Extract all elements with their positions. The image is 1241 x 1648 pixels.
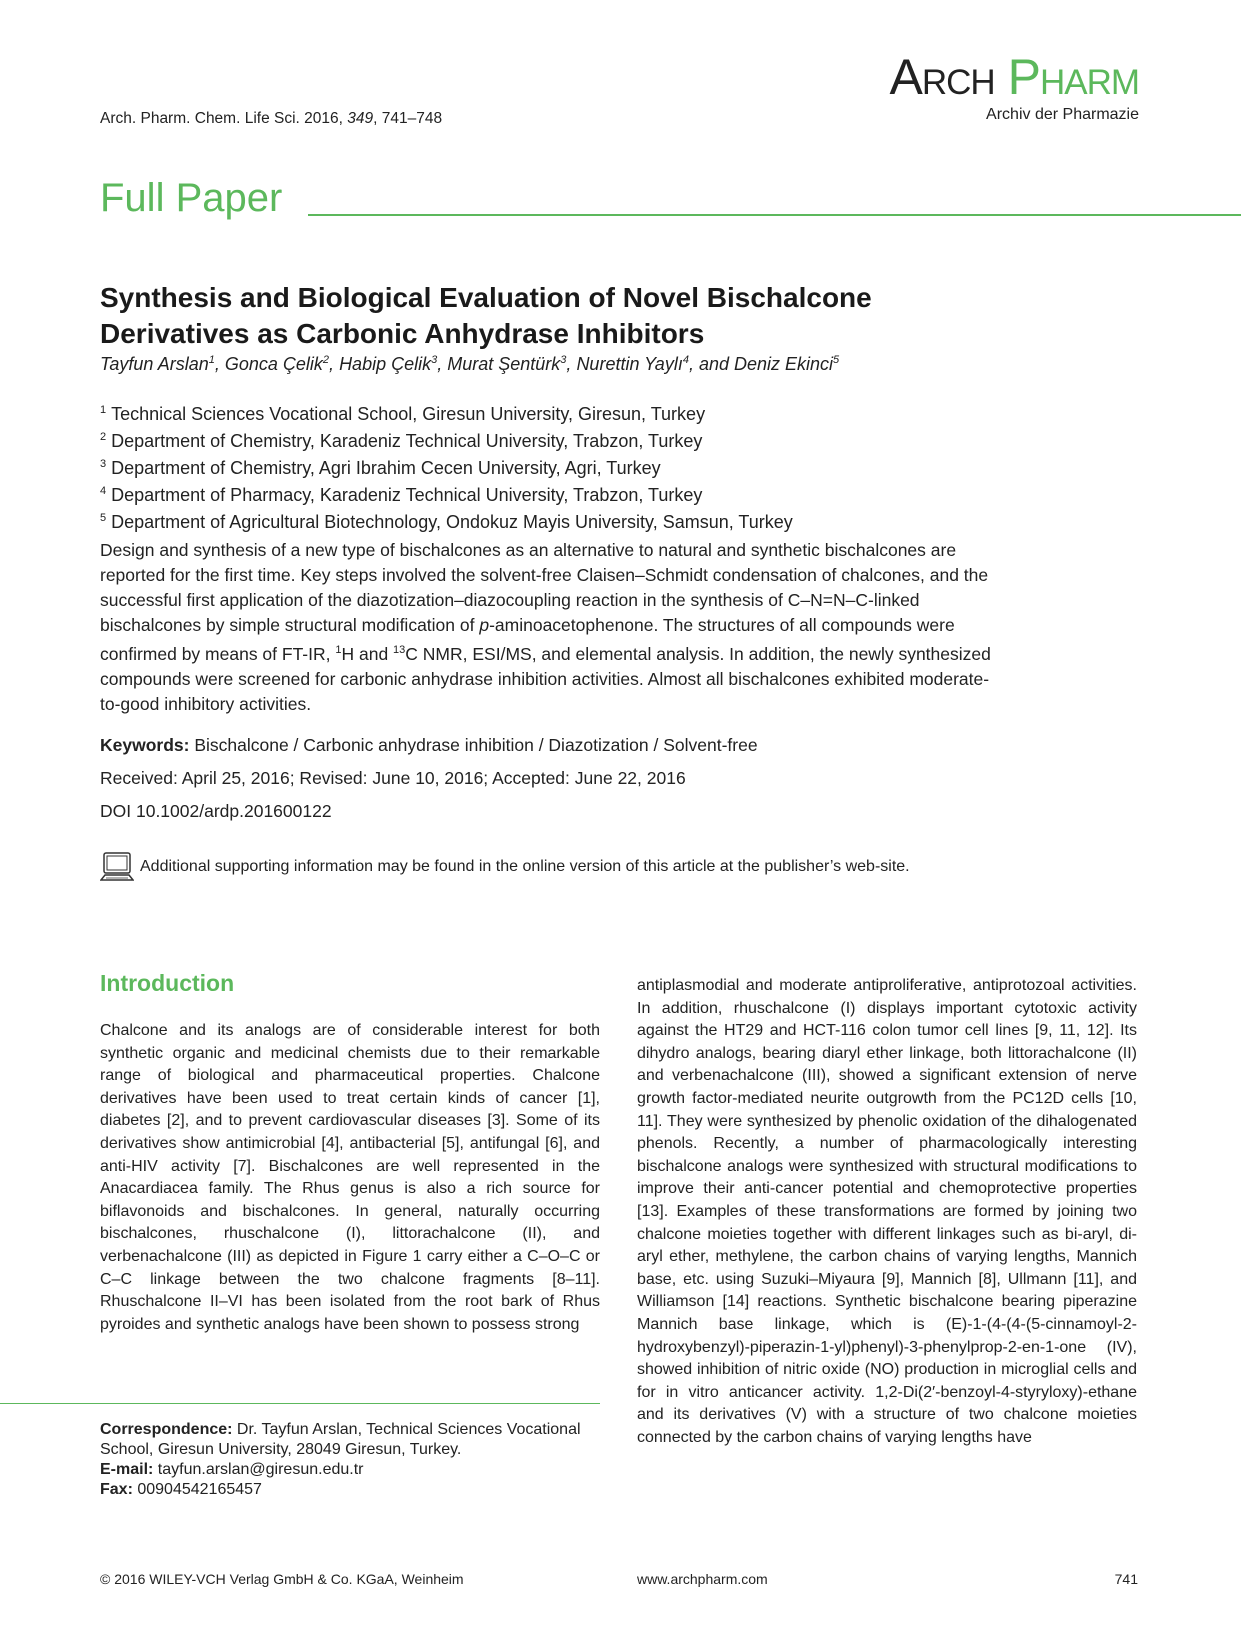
logo-pharm: Pharm bbox=[1007, 49, 1139, 105]
title-line-1: Synthesis and Biological Evaluation of Novel Bischalcone bbox=[100, 282, 872, 313]
keywords bbox=[100, 735, 758, 756]
article-type-rule bbox=[308, 214, 1241, 216]
author: Tayfun Arslan$^1$ bbox=[100, 354, 215, 374]
journal-volume: 349 bbox=[347, 110, 374, 127]
doi[interactable]: DOI 10.1002/ardp.201600122 bbox=[100, 801, 332, 821]
author: Murat Şentürk$^3$ bbox=[447, 354, 567, 374]
article-dates: Received: April 25, 2016; Revised: June 10, 2016; Accepted: June 22, 2016 bbox=[100, 768, 686, 788]
keywords-label: Keywords: bbox=[100, 735, 190, 755]
affiliation: $^4$ Department of Pharmacy, Karadeniz Technical University, Trabzon, Turkey bbox=[100, 485, 703, 505]
intro-column-right: antiplasmodial and moderate antiproliferative, antiprotozoal activities. In addition, rhuschalcone (I) displays important cytotoxic activity against the HT29 and HCT-116 colon tumor cell lines [9, 11, 12]. Its dihydro analogs, bearing diaryl ether linkage, both littorachalcone (II) and verbenachalcone (III), showed a significant extension of nerve growth factor-mediated neurite outgrowth from the PC12D cells [10, 11]. They were synthesized by phenolic oxidation of the dihalogenated phenols. Recently, a number of pharmacologically interesting bischalcone analogs were synthesized with structural modifications to improve their anti-cancer potential and chemoprotective properties [13]. Examples of these transformations are formed by joining two chalcone moieties together with different linkages such as bi-aryl, di-aryl ether, methylene, the carbon chains of varying lengths, Mannich base, etc. using Suzuki–Miyaura [9], Mannich [8], Ullmann [11], and Williamson [14] reactions. Synthetic bischalcone bearing piperazine Mannich base linkage, which is (E)-1-(4-(4-(5-cinnamoyl-2-hydroxybenzyl)-piperazin-1-yl)phenyl)-3-phenylprop-2-en-1-one (IV), showed inhibition of nitric oxide (NO) production in microglial cells and for in vitro anticancer activity. 1,2-Di(2′-benzoyl-4-styryloxy)-ethane and its derivatives (V) with a structure of two chalcone moieties connected by the carbon chains of varying lengths have bbox=[637, 977, 1137, 1446]
author: Habip Çelik$^3$ bbox=[339, 354, 438, 374]
footer-copyright: © 2016 WILEY-VCH Verlag GmbH & Co. KGaA, Weinheim bbox=[100, 1571, 464, 1587]
correspondence-block: Correspondence: Dr. Tayfun Arslan, Technical Sciences Vocational School, Giresun University, 28049 Giresun, Turkey. E-mail: tayfun.arslan@giresun.edu.tr Fax: 00904542165457 bbox=[100, 1421, 581, 1498]
journal-citation bbox=[100, 110, 442, 128]
author: Nurettin Yaylı$^4$ bbox=[576, 354, 689, 374]
email-link[interactable]: tayfun.arslan@giresun.edu.tr bbox=[153, 1461, 364, 1478]
author-list: Tayfun Arslan$^1$, Gonca Çelik$^2$, Habip Çelik$^3$, Murat Şentürk$^3$, Nurettin Yaylı$^4$, and Deniz Ekinci$^5$ bbox=[100, 354, 840, 374]
abstract: Design and synthesis of a new type of bischalcones as an alternative to natural and synthetic bischalcones are reported for the first time. Key steps involved the solvent-free Claisen–Schmidt condensation of chalcones, and the successful first application of the diazotization–diazocoupling reaction in the synthesis of C–N=N–C-linked bischalcones by simple structural modification of p-aminoacetophenone. The structures of all compounds were confirmed by means of FT-IR, $^1$H and $^{13}$C NMR, ESI/MS, and elemental analysis. In addition, the newly synthesized compounds were screened for carbonic anhydrase inhibition activities. Almost all bischalcones exhibited moderate-to-good inhibitory activities. bbox=[100, 540, 991, 714]
affiliation: $^3$ Department of Chemistry, Agri Ibrahim Cecen University, Agri, Turkey bbox=[100, 458, 661, 478]
supporting-info-note bbox=[100, 850, 910, 884]
journal-year: 2016, bbox=[304, 110, 343, 127]
title-line-2: Derivatives as Carbonic Anhydrase Inhibitors bbox=[100, 318, 705, 349]
paper-title bbox=[100, 280, 1020, 352]
computer-icon bbox=[100, 850, 134, 884]
footer-website-link[interactable]: www.archpharm.com bbox=[637, 1571, 768, 1587]
keywords-text: Bischalcone / Carbonic anhydrase inhibition / Diazotization / Solvent-free bbox=[189, 735, 758, 755]
affiliation: $^2$ Department of Chemistry, Karadeniz Technical University, Trabzon, Turkey bbox=[100, 431, 703, 451]
affiliation: $^1$ Technical Sciences Vocational School, Giresun University, Giresun, Turkey bbox=[100, 404, 706, 424]
author: Gonca Çelik$^2$ bbox=[224, 354, 330, 374]
intro-column-left: Chalcone and its analogs are of considerable interest for both synthetic organic and medicinal chemists due to their remarkable range of biological and pharmaceutical properties. Chalcone derivatives have been used to treat certain kinds of cancer [1], diabetes [2], and to prevent cardiovascular diseases [3]. Some of its derivatives show antimicrobial [4], antibacterial [5], antifungal [6], and anti-HIV activity [7]. Bischalcones are well represented in the Anacardiacea family. The Rhus genus is also a rich source for biflavonoids and bischalcones. In general, naturally occurring bischalcones, rhuschalcone (I), littorachalcone (II), and verbenachalcone (III) as depicted in Figure 1 carry either a C–O–C or C–C linkage between the two chalcone fragments [8–11]. Rhuschalcone II–VI has been isolated from the root bark of Rhus pyroides and synthetic analogs have been shown to possess strong bbox=[100, 1022, 600, 1333]
logo-arch: Arch bbox=[889, 49, 995, 105]
journal-pages: , 741–748 bbox=[373, 110, 443, 127]
supporting-info-text: Additional supporting information may be found in the online version of this article at the publisher’s web-site. bbox=[140, 858, 910, 875]
page-number: 741 bbox=[1114, 1571, 1138, 1587]
section-heading-introduction: Introduction bbox=[100, 970, 235, 996]
archpharm-logo bbox=[889, 49, 1140, 124]
logo-subtitle: Archiv der Pharmazie bbox=[986, 106, 1139, 123]
affiliation-list bbox=[100, 399, 793, 534]
journal-name: Arch. Pharm. Chem. Life Sci. bbox=[100, 110, 300, 127]
article-type: Full Paper bbox=[100, 176, 283, 220]
affiliation: $^5$ Department of Agricultural Biotechnology, Ondokuz Mayis University, Samsun, Turkey bbox=[100, 512, 793, 532]
author: Deniz Ekinci$^5$ bbox=[734, 354, 840, 374]
correspondence-rule bbox=[0, 1403, 600, 1404]
